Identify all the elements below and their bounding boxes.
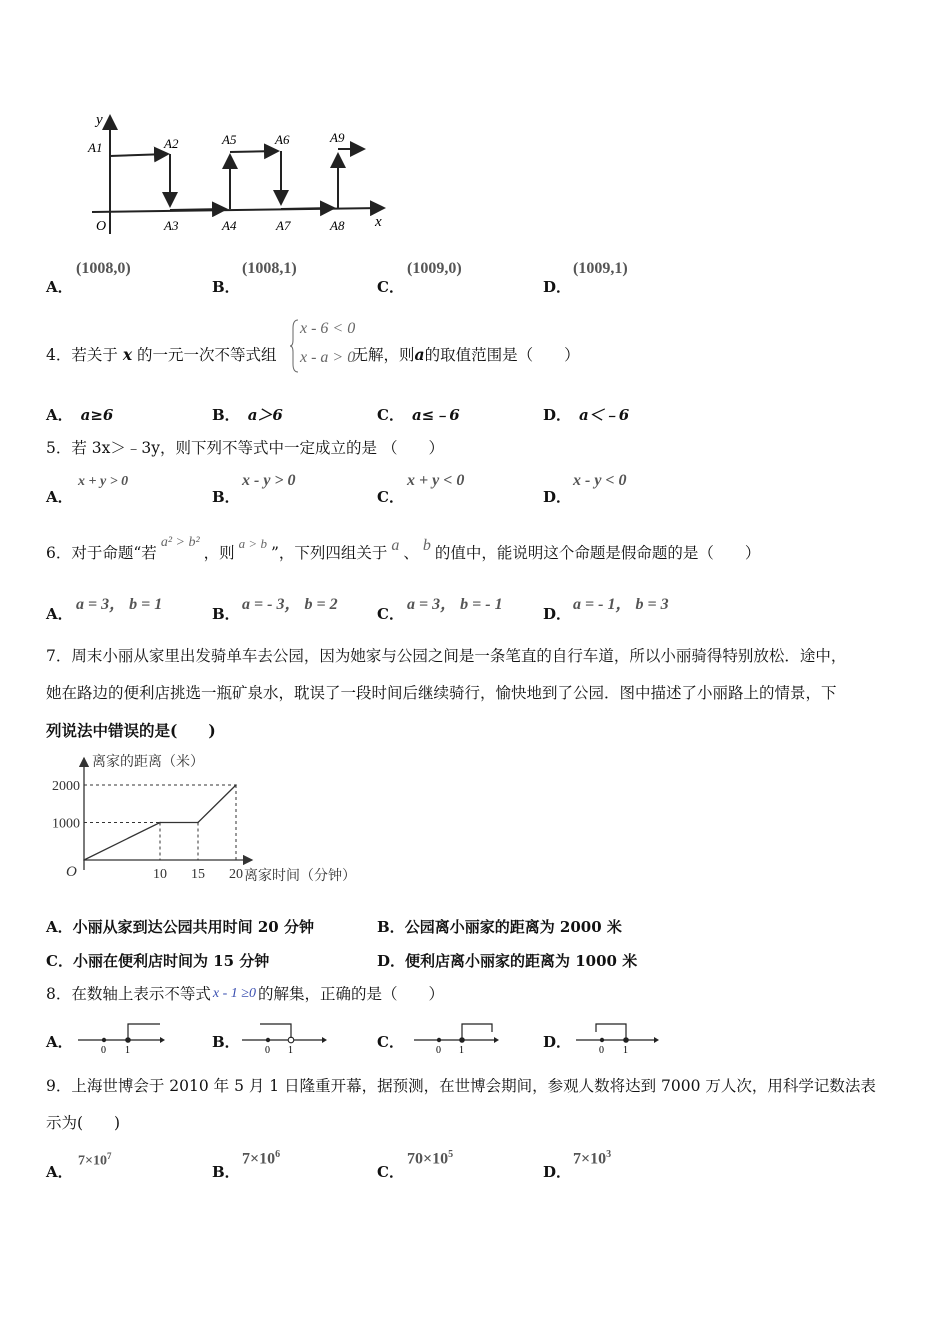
option-label: D． — [543, 278, 572, 296]
q5-option-d[interactable]: D． x - y < 0 — [543, 472, 627, 506]
brace-icon — [290, 318, 300, 374]
option-value: x + y > 0 — [78, 474, 129, 489]
question-4: 4．若关于 x 的一元一次不等式组 无解，则a的取值范围是（ ） — [46, 345, 580, 364]
option-value: x + y < 0 — [407, 472, 465, 489]
question-9: 9．上海世博会于 2010 年 5 月 1 日隆重开幕，据预测，在世博会期间，参观人数将达到 7000 万人次，用科学记数法表 示为( ) — [46, 1077, 876, 1132]
option-value: 小丽在便利店时间为 15 分钟 — [72, 952, 270, 970]
q7-option-c[interactable]: C．小丽在便利店时间为 15 分钟 — [46, 952, 270, 970]
chart-data-point — [235, 784, 237, 786]
q4-option-d[interactable]: D． a＜﹣6 — [543, 406, 630, 424]
svg-text:0: 0 — [265, 1045, 270, 1056]
q5-option-b[interactable]: B． x - y > 0 — [212, 472, 296, 506]
q8-option-d[interactable]: D． — [543, 1033, 572, 1051]
option-value: x - y < 0 — [573, 472, 627, 489]
chart-y-tick-label: 2000 — [52, 779, 80, 794]
svg-text:1: 1 — [459, 1045, 464, 1056]
chart-x-tick-label: 20 — [229, 867, 243, 882]
q3-option-a[interactable] — [46, 260, 131, 297]
fig1-point-label: A3 — [164, 218, 179, 233]
option-value: a＜﹣6 — [579, 406, 630, 424]
svg-text:1: 1 — [288, 1045, 293, 1056]
option-value: a≤﹣6 — [411, 406, 460, 424]
q5-option-c[interactable]: C． x + y < 0 — [377, 472, 465, 506]
q7-option-a[interactable]: A．小丽从家到达公园共用时间 20 分钟 — [46, 918, 314, 936]
option-value: $7\times 10^3$ — [573, 1149, 612, 1168]
fig1-point-label: A1 — [88, 140, 103, 155]
fig1-point-label: A4 — [222, 218, 237, 233]
number-line-c — [412, 1018, 502, 1056]
q9-option-d[interactable]: D． $7\times 10^3$ — [543, 1149, 612, 1181]
fig1-point-label: A7 — [276, 218, 291, 233]
svg-text:0: 0 — [599, 1045, 604, 1056]
svg-text:1: 1 — [125, 1045, 130, 1056]
option-value: a = 3， b = 1 — [76, 596, 163, 613]
q8-option-c[interactable]: C． — [377, 1033, 404, 1051]
question-7: 7．周末小丽从家里出发骑单车去公园，因为她家与公园之间是一条笔直的自行车道，所以小丽骑得特别放松．途中， 她在路边的便利店挑选一瓶矿泉水，耽误了一段时间后继续骑行，愉快地到了公园．图中描述了小丽路上的情景，下 列说法中错误的是( ) — [46, 647, 847, 740]
option-value: (1008,0) — [76, 260, 131, 277]
distance-time-chart — [40, 742, 400, 892]
option-value: a = - 3， b = 2 — [242, 596, 338, 613]
chart-data-point — [83, 859, 85, 861]
fig1-point-label: A5 — [222, 132, 237, 147]
chart-data-point — [159, 822, 161, 824]
number-line-a — [76, 1018, 166, 1056]
q3-option-d[interactable] — [543, 260, 628, 297]
fig1-x-label: x — [375, 214, 382, 230]
option-value: 公园离小丽家的距离为 2000 米 — [404, 918, 622, 936]
fig1-origin-label: O — [96, 219, 107, 234]
chart-x-tick-label: 15 — [191, 867, 205, 882]
option-label: A． — [46, 278, 73, 296]
chart-y-label: 离家的距离（米） — [92, 755, 204, 770]
q7-option-b[interactable]: B．公园离小丽家的距离为 2000 米 — [377, 918, 622, 936]
fig1-point-label: A9 — [330, 130, 345, 145]
q9-option-a[interactable]: A． $7\times 10^7$ — [46, 1151, 112, 1181]
q9-option-b[interactable]: B． $7\times 10^6$ — [212, 1149, 281, 1181]
svg-text:1: 1 — [623, 1045, 628, 1056]
option-value: (1009,0) — [407, 260, 462, 277]
q6-option-a[interactable]: A． a = 3， b = 1 — [46, 603, 73, 624]
q4-option-a[interactable]: A． a≥6 — [46, 406, 114, 424]
inequality-2: x - a > 0 — [300, 349, 356, 366]
q5-option-a[interactable]: A． x + y > 0 — [46, 474, 129, 506]
number-line-b — [240, 1018, 330, 1056]
fig1-point-label: A6 — [275, 132, 290, 147]
svg-text:0: 0 — [436, 1045, 441, 1056]
fig1-y-label: y — [96, 112, 103, 128]
option-value: $7\times 10^7$ — [78, 1151, 112, 1169]
coordinate-figure — [84, 108, 394, 238]
q3-option-b[interactable] — [212, 260, 297, 297]
number-line-d — [574, 1018, 664, 1056]
q9-option-c[interactable]: C． $70\times 10^5$ — [377, 1149, 454, 1181]
chart-x-label: 离家时间（分钟） — [244, 869, 356, 884]
option-value: a = - 1， b = 3 — [573, 596, 669, 613]
option-value: $70\times 10^5$ — [407, 1149, 454, 1168]
option-value: (1009,1) — [573, 260, 628, 277]
option-value: a≥6 — [80, 406, 114, 424]
q4-option-c[interactable]: C． a≤﹣6 — [377, 406, 460, 424]
q7-option-d[interactable]: D．便利店离小丽家的距离为 1000 米 — [377, 952, 638, 970]
chart-y-tick-label: 1000 — [52, 816, 80, 832]
chart-data-point — [197, 822, 199, 824]
fig1-point-label: A8 — [330, 218, 345, 233]
option-value: 小丽从家到达公园共用时间 20 分钟 — [72, 918, 314, 936]
q4-option-b[interactable]: B． a＞6 — [212, 406, 283, 424]
question-6: 6．对于命题“若a² > b²，则$^{a > b}$”，下列四组关于 a 、 b 的值中，能说明这个命题是假命题的是（ ） — [46, 535, 761, 562]
option-value: 便利店离小丽家的距离为 1000 米 — [405, 952, 638, 970]
q6-option-c[interactable]: C． a = 3， b = - 1 — [377, 603, 404, 624]
chart-x-tick-label: 10 — [153, 867, 167, 882]
svg-text:0: 0 — [101, 1045, 106, 1056]
inequality-system — [290, 318, 366, 374]
question-8: 8．在数轴上表示不等式 x - 1 ≥0 的解集，正确的是（ ） — [46, 985, 444, 1003]
option-value: x - y > 0 — [242, 472, 296, 489]
option-label: C． — [377, 278, 404, 296]
option-value: (1008,1) — [242, 260, 297, 277]
chart-origin-label: O — [66, 864, 77, 880]
q6-option-d[interactable]: D． a = - 1， b = 3 — [543, 603, 571, 624]
inequality-1: x - 6 < 0 — [300, 320, 356, 337]
q8-option-a[interactable]: A． — [46, 1033, 73, 1051]
fig1-point-label: A2 — [164, 136, 179, 151]
q6-option-b[interactable]: B． a = - 3， b = 2 — [212, 603, 240, 624]
option-label: B． — [212, 278, 240, 296]
question-5: 5．若 3x＞﹣3y，则下列不等式中一定成立的是 （ ） — [46, 439, 444, 457]
option-value: a＞6 — [247, 406, 283, 424]
option-value: a = 3， b = - 1 — [407, 596, 503, 613]
q8-option-b[interactable]: B． — [212, 1033, 240, 1051]
q3-option-c[interactable] — [377, 260, 462, 297]
option-value: $7\times 10^6$ — [242, 1149, 281, 1168]
